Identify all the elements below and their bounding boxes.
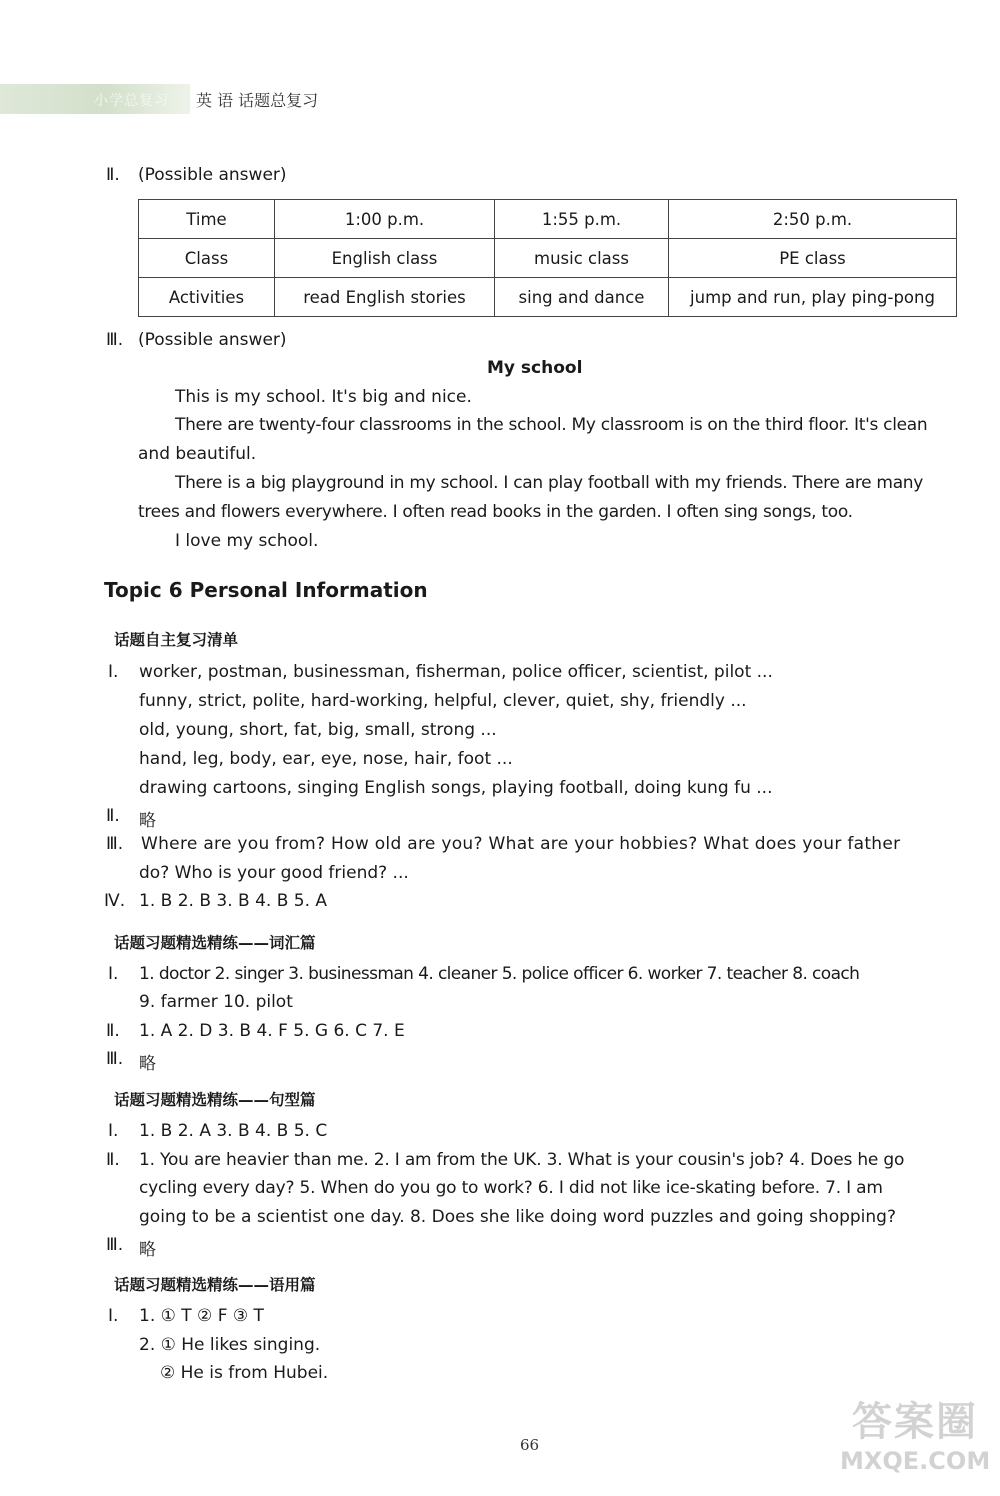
vocab-ii-label: Ⅱ. [106, 1021, 120, 1041]
section-iii-note: (Possible answer) [138, 330, 287, 350]
sentence-ii-line: 1. You are heavier than me. 2. I am from the UK. 3. What is your cousin's job? 4. Does he go [139, 1150, 905, 1170]
essay-line: There is a big playground in my school. I can play football with my friends. There are many [175, 473, 924, 493]
sentence-ii-line: cycling every day? 5. When do you go to work? 6. I did not like ice-skating before. 7. I am [139, 1178, 883, 1198]
schedule-table [138, 199, 957, 317]
section-ii-label: Ⅱ. [106, 165, 120, 185]
topic-title: Topic 6 Personal Information [104, 578, 428, 602]
watermark-logo [840, 1398, 990, 1490]
checklist-heading: 话题自主复习清单 [114, 631, 239, 649]
vocab-i-label: Ⅰ. [108, 964, 119, 984]
sentence-iii-label: Ⅲ. [106, 1235, 124, 1255]
table-cell: English class [275, 239, 495, 278]
checklist-iv-text: 1. B 2. B 3. B 4. B 5. A [139, 891, 328, 911]
checklist-iii-label: Ⅲ. [106, 834, 124, 854]
essay-title: My school [487, 358, 583, 378]
usage-line: 2. ① He likes singing. [139, 1335, 321, 1355]
page-number: 66 [520, 1436, 540, 1454]
section-ii-note: (Possible answer) [138, 165, 287, 185]
sentence-ii-label: Ⅱ. [106, 1150, 120, 1170]
checklist-i-line: drawing cartoons, singing English songs, playing football, doing kung fu ... [139, 778, 773, 798]
checklist-ii-label: Ⅱ. [106, 806, 120, 826]
sentence-iii-text: 略 [139, 1240, 156, 1260]
vocab-iii-label: Ⅲ. [106, 1049, 124, 1069]
vocab-i-line: 1. doctor 2. singer 3. businessman 4. cleaner 5. police officer 6. worker 7. teacher 8. coach [139, 964, 860, 984]
checklist-i-label: Ⅰ. [108, 662, 119, 682]
vocab-heading: 话题习题精选精练——词汇篇 [114, 934, 316, 952]
usage-line: ② He is from Hubei. [160, 1363, 329, 1383]
essay-line: I love my school. [175, 531, 319, 551]
sentence-heading: 话题习题精选精练——句型篇 [114, 1091, 316, 1109]
vocab-i-line: 9. farmer 10. pilot [139, 992, 293, 1012]
table-cell: sing and dance [495, 278, 669, 317]
table-cell: jump and run, play ping-pong [669, 278, 957, 317]
checklist-ii-text: 略 [139, 811, 156, 831]
watermark-bottom: MXQE.COM [840, 1447, 991, 1475]
table-cell: 1:55 p.m. [495, 200, 669, 239]
essay-line: trees and flowers everywhere. I often read books in the garden. I often sing songs, too. [138, 502, 853, 522]
usage-heading: 话题习题精选精练——语用篇 [114, 1276, 316, 1294]
checklist-iii-line: do? Who is your good friend? ... [139, 863, 409, 883]
essay-line: and beautiful. [138, 444, 257, 464]
checklist-i-line: worker, postman, businessman, fisherman, police officer, scientist, pilot ... [139, 662, 773, 682]
essay-line: There are twenty-four classrooms in the school. My classroom is on the third floor. It's clean [175, 415, 928, 435]
sentence-i-text: 1. B 2. A 3. B 4. B 5. C [139, 1121, 328, 1141]
header-title: 英 语 话题总复习 [196, 91, 319, 110]
table-cell: 2:50 p.m. [669, 200, 957, 239]
table-cell: Class [139, 239, 275, 278]
table-cell: Activities [139, 278, 275, 317]
table-cell: music class [495, 239, 669, 278]
table-row [139, 278, 957, 317]
vocab-iii-text: 略 [139, 1054, 156, 1074]
sentence-i-label: Ⅰ. [108, 1121, 119, 1141]
checklist-iii-line: Where are you from? How old are you? What are your hobbies? What does your father [141, 834, 901, 854]
sentence-ii-line: going to be a scientist one day. 8. Does she like doing word puzzles and going shopping? [139, 1207, 896, 1227]
essay-line: This is my school. It's big and nice. [175, 387, 472, 407]
table-row [139, 200, 957, 239]
header-badge: 小学总复习 [94, 93, 169, 109]
table-cell: PE class [669, 239, 957, 278]
section-iii-label: Ⅲ. [106, 330, 124, 350]
checklist-i-line: old, young, short, fat, big, small, strong ... [139, 720, 497, 740]
table-cell: read English stories [275, 278, 495, 317]
usage-i-label: Ⅰ. [108, 1306, 119, 1326]
checklist-i-line: funny, strict, polite, hard-working, helpful, clever, quiet, shy, friendly ... [139, 691, 747, 711]
checklist-iv-label: Ⅳ. [104, 891, 126, 911]
checklist-i-line: hand, leg, body, ear, eye, nose, hair, foot ... [139, 749, 513, 769]
vocab-ii-text: 1. A 2. D 3. B 4. F 5. G 6. C 7. E [139, 1021, 405, 1041]
table-row [139, 239, 957, 278]
watermark-top: 答案圈 [852, 1399, 978, 1445]
table-cell: Time [139, 200, 275, 239]
table-cell: 1:00 p.m. [275, 200, 495, 239]
usage-line: 1. ① T ② F ③ T [139, 1306, 264, 1326]
